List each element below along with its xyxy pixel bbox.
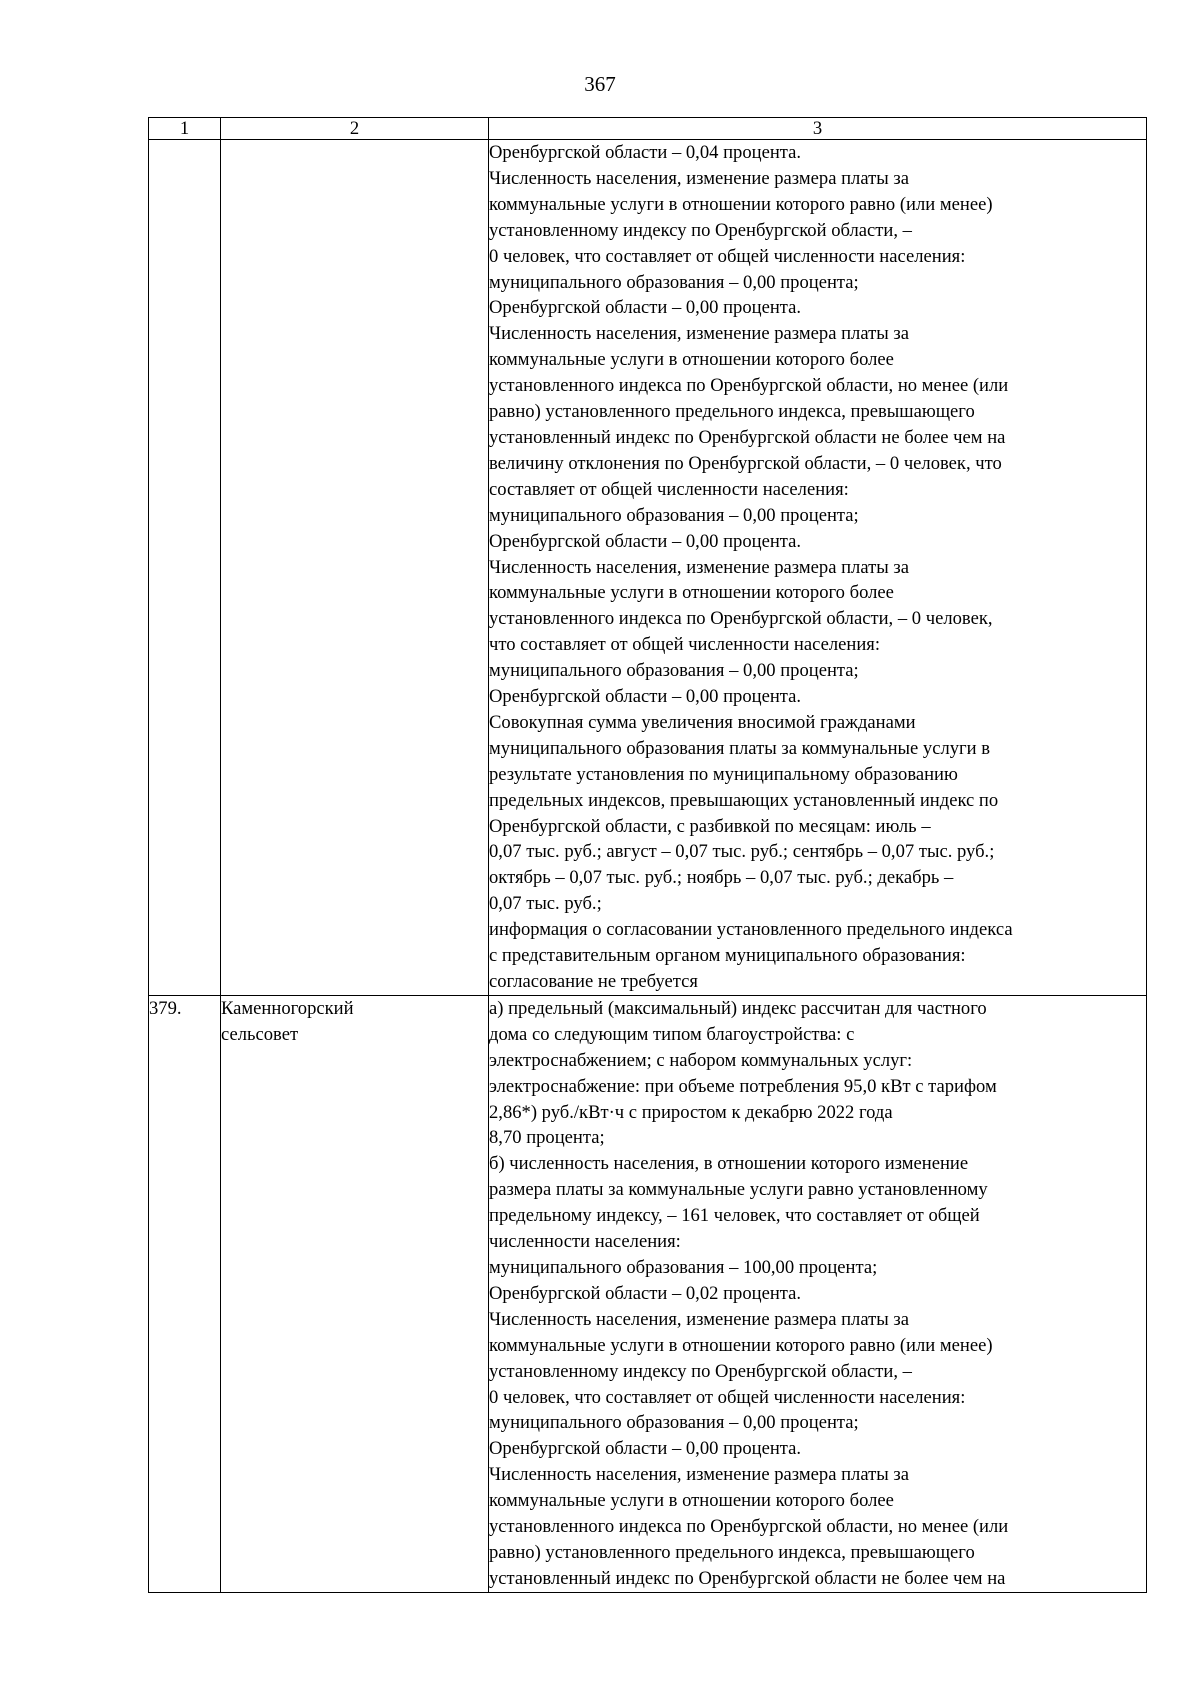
description-line: Численность населения, изменение размера платы за xyxy=(489,556,909,578)
column-header-1: 1 xyxy=(149,118,221,140)
description-line: Численность населения, изменение размера платы за xyxy=(489,1464,909,1486)
description-cell xyxy=(489,140,1147,996)
description-line: предельных индексов, превышающих установленный индекс по xyxy=(489,789,999,811)
description-line: дома со следующим типом благоустройства: с xyxy=(489,1023,855,1045)
description-line: Оренбургской области – 0,00 процента. xyxy=(489,1438,802,1460)
description-line: коммунальные услуги в отношении которого равно (или менее) xyxy=(489,193,993,215)
description-line: размера платы за коммунальные услуги равно установленному xyxy=(489,1179,988,1201)
description-line: Оренбургской области – 0,00 процента. xyxy=(489,297,802,319)
description-line: муниципального образования платы за коммунальные услуги в xyxy=(489,737,991,759)
description-line: установленному индексу по Оренбургской области, – xyxy=(489,219,912,241)
description-line: равно) установленного предельного индекса, превышающего xyxy=(489,1541,975,1563)
description-line: установленному индексу по Оренбургской области, – xyxy=(489,1360,912,1382)
description-line: результате установления по муниципальному образованию xyxy=(489,763,958,785)
description-line: коммунальные услуги в отношении которого более xyxy=(489,1490,894,1512)
municipality-name-cell xyxy=(221,995,489,1592)
table-header-row xyxy=(149,118,1147,140)
description-line: октябрь – 0,07 тыс. руб.; ноябрь – 0,07 тыс. руб.; декабрь – xyxy=(489,867,954,889)
document-table xyxy=(148,117,1147,1593)
description-cell xyxy=(489,995,1147,1592)
description-line: муниципального образования – 100,00 процента; xyxy=(489,1256,878,1278)
column-header-3: 3 xyxy=(489,118,1147,140)
description-line: 8,70 процента; xyxy=(489,1127,605,1149)
description-line: численности населения: xyxy=(489,1231,681,1253)
description-line: б) численность населения, в отношении которого изменение xyxy=(489,1153,969,1175)
description-line: электроснабжением; с набором коммунальных услуг: xyxy=(489,1049,913,1071)
description-line: муниципального образования – 0,00 процента; xyxy=(489,660,859,682)
description-line: 0,07 тыс. руб.; август – 0,07 тыс. руб.; сентябрь – 0,07 тыс. руб.; xyxy=(489,841,995,863)
description-line: электроснабжение: при объеме потребления 95,0 кВт с тарифом xyxy=(489,1075,997,1097)
column-header-2: 2 xyxy=(221,118,489,140)
description-line: Численность населения, изменение размера платы за xyxy=(489,167,909,189)
row-number-cell xyxy=(149,140,221,996)
description-line: 2,86*) руб./кВт·ч с приростом к декабрю 2022 года xyxy=(489,1101,893,1123)
description-line: Оренбургской области, с разбивкой по месяцам: июль – xyxy=(489,815,931,837)
description-line: величину отклонения по Оренбургской области, – 0 человек, что xyxy=(489,452,1002,474)
description-line: информация о согласовании установленного предельного индекса xyxy=(489,919,1013,941)
description-line: коммунальные услуги в отношении которого более xyxy=(489,349,894,371)
description-line: с представительным органом муниципального образования: xyxy=(489,945,966,967)
description-line: установленного индекса по Оренбургской области, но менее (или xyxy=(489,375,1009,397)
description-line: коммунальные услуги в отношении которого равно (или менее) xyxy=(489,1334,993,1356)
description-line: а) предельный (максимальный) индекс рассчитан для частного xyxy=(489,997,987,1019)
description-line: Оренбургской области – 0,04 процента. xyxy=(489,142,802,163)
description-line: Численность населения, изменение размера платы за xyxy=(489,323,909,345)
description-line: установленного индекса по Оренбургской области, но менее (или xyxy=(489,1516,1009,1538)
description-line: Оренбургской области – 0,02 процента. xyxy=(489,1282,802,1304)
municipality-name-cell xyxy=(221,140,489,996)
description-line: 0 человек, что составляет от общей численности населения: xyxy=(489,245,966,267)
description-line: установленного индекса по Оренбургской области, – 0 человек, xyxy=(489,608,993,630)
description-line: муниципального образования – 0,00 процента; xyxy=(489,504,859,526)
row-number-cell: 379. xyxy=(149,995,221,1592)
description-line: согласование не требуется xyxy=(489,971,698,992)
description-line: составляет от общей численности населения: xyxy=(489,478,849,500)
municipality-name-line: Каменногорский xyxy=(221,997,354,1019)
description-line: Оренбургской области – 0,00 процента. xyxy=(489,686,802,708)
description-line: предельному индексу, – 161 человек, что составляет от общей xyxy=(489,1205,980,1227)
description-line: равно) установленного предельного индекса, превышающего xyxy=(489,401,975,423)
description-line: 0,07 тыс. руб.; xyxy=(489,893,602,915)
description-line: 0 человек, что составляет от общей численности населения: xyxy=(489,1386,966,1408)
description-line: установленный индекс по Оренбургской области не более чем на xyxy=(489,1567,1006,1589)
description-line: Численность населения, изменение размера платы за xyxy=(489,1308,909,1330)
description-line: коммунальные услуги в отношении которого более xyxy=(489,582,894,604)
description-line: Оренбургской области – 0,00 процента. xyxy=(489,530,802,552)
table-row xyxy=(149,995,1147,1592)
description-line: муниципального образования – 0,00 процента; xyxy=(489,1412,859,1434)
description-line: что составляет от общей численности населения: xyxy=(489,634,881,656)
description-line: установленный индекс по Оренбургской области не более чем на xyxy=(489,426,1006,448)
page-number: 367 xyxy=(584,72,616,96)
description-line: Совокупная сумма увеличения вносимой гражданами xyxy=(489,711,916,733)
municipality-name-line: сельсовет xyxy=(221,1023,299,1045)
table-row xyxy=(149,140,1147,996)
description-line: муниципального образования – 0,00 процента; xyxy=(489,271,859,293)
